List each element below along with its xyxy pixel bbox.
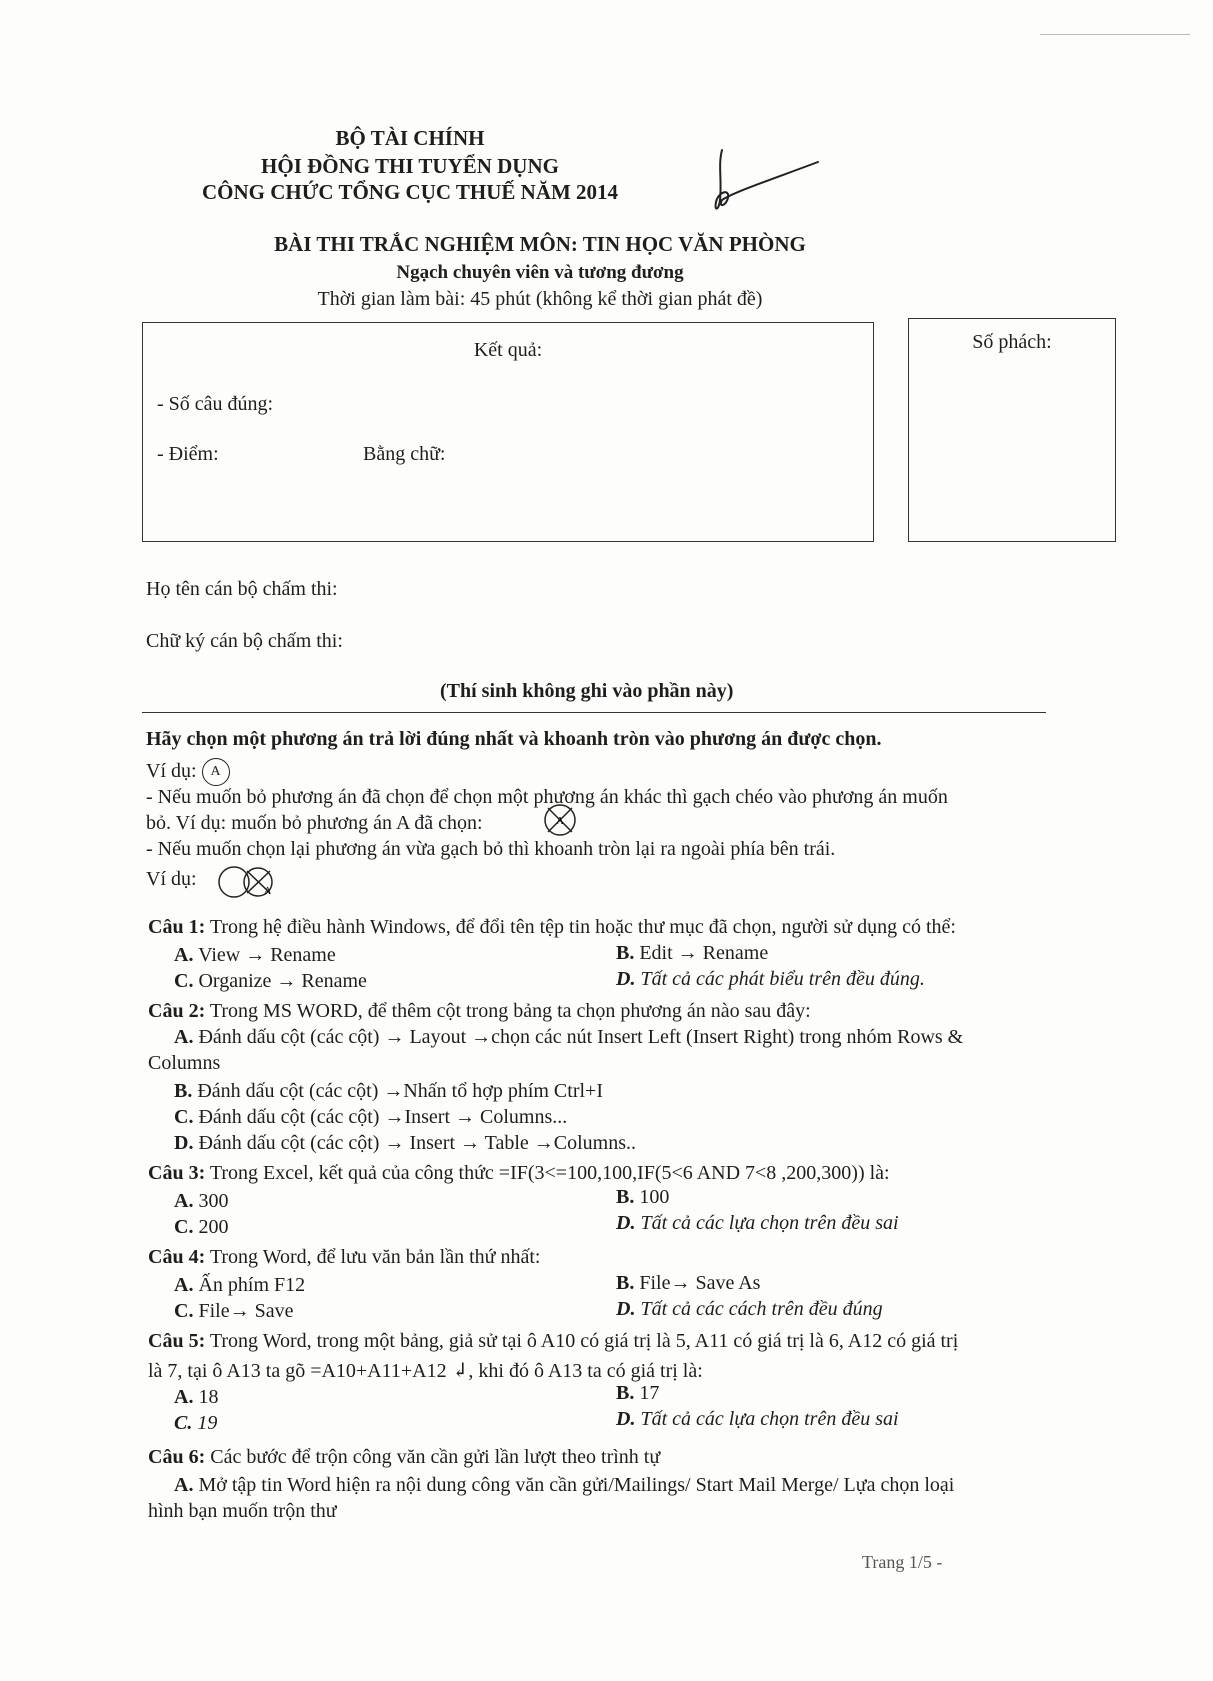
council-name: HỘI ĐỒNG THI TUYỂN DỤNG — [261, 154, 559, 178]
question-label: Câu 2: — [148, 1000, 206, 1022]
q3-option-a[interactable]: A. 300 — [174, 1190, 229, 1212]
crossed-circle-a-icon — [542, 802, 578, 838]
example-label: Ví dụ: — [146, 760, 197, 782]
svg-text:A: A — [556, 815, 564, 827]
q5-option-c[interactable]: C. 19 — [174, 1412, 218, 1434]
score-label: - Điểm: — [157, 443, 219, 465]
q5-option-d[interactable]: D. Tất cả các lựa chọn trên đều sai — [616, 1408, 899, 1430]
grader-name-label: Họ tên cán bộ chấm thi: — [146, 578, 338, 600]
test-title: BÀI THI TRẮC NGHIỆM MÔN: TIN HỌC VĂN PHÒNG — [274, 232, 806, 256]
question-text: Trong MS WORD, để thêm cột trong bảng ta chọn phương án nào sau đây: — [209, 1000, 811, 1022]
question-label: Câu 4: — [148, 1246, 206, 1268]
circled-a-icon: A — [202, 758, 230, 786]
ministry-name: BỘ TÀI CHÍNH — [335, 126, 485, 150]
question-1 — [148, 916, 956, 939]
instruction-line-3: - Nếu muốn chọn lại phương án vừa gạch bỏ thì khoanh tròn lại ra ngoài phía bên trái. — [146, 838, 836, 860]
q3-option-d[interactable]: D. Tất cả các lựa chọn trên đều sai — [616, 1212, 899, 1234]
instruction-line-1: - Nếu muốn bỏ phương án đã chọn để chọn một phương án khác thì gạch chéo vào phương án muốn — [146, 786, 948, 808]
instructions-heading: Hãy chọn một phương án trả lời đúng nhất và khoanh tròn vào phương án được chọn. — [146, 728, 882, 750]
q2-option-a-cont: Columns — [148, 1052, 221, 1074]
question-6 — [148, 1446, 660, 1469]
q1-option-b[interactable]: B. Edit → Rename — [616, 942, 769, 964]
result-box — [142, 322, 874, 542]
question-text: Các bước để trộn công văn cần gửi lần lượt theo trình tự — [210, 1446, 661, 1468]
code-label: Số phách: — [972, 331, 1052, 353]
question-5-cont: là 7, tại ô A13 ta gõ =A10+A11+A12 ↲, khi đó ô A13 ta có giá trị là: — [148, 1360, 703, 1382]
q2-option-a[interactable]: A. Đánh dấu cột (các cột) → Layout →chọn các nút Insert Left (Insert Right) trong nhóm Rows & — [174, 1026, 964, 1048]
question-text: Trong Excel, kết quả của công thức =IF(3<=100,100,IF(5<6 AND 7<8 ,200,300)) là: — [209, 1162, 890, 1184]
question-text: Trong Word, trong một bảng, giả sử tại ô A10 có giá trị là 5, A11 có giá trị là 6, A12 có giá trị — [209, 1330, 959, 1352]
q4-option-b[interactable]: B. File→ Save As — [616, 1272, 761, 1294]
no-write-note: (Thí sinh không ghi vào phần này) — [440, 680, 734, 702]
grader-signature-label: Chữ ký cán bộ chấm thi: — [146, 630, 343, 652]
question-5 — [148, 1330, 958, 1353]
q4-option-c[interactable]: C. File→ Save — [174, 1300, 294, 1322]
q5-option-b[interactable]: B. 17 — [616, 1382, 660, 1404]
q2-option-d[interactable]: D. Đánh dấu cột (các cột) → Insert → Table →Columns.. — [174, 1132, 637, 1154]
handwritten-signature — [700, 140, 830, 220]
result-title: Kết quả: — [473, 339, 543, 361]
test-subtitle: Ngạch chuyên viên và tương đương — [396, 262, 684, 283]
q6-option-a[interactable]: A. Mở tập tin Word hiện ra nội dung công văn cần gửi/Mailings/ Start Mail Merge/ Lựa chọn loại — [174, 1474, 955, 1496]
example-label-2: Ví dụ: — [146, 868, 197, 890]
question-label: Câu 5: — [148, 1330, 206, 1352]
recircled-a-icon — [212, 860, 292, 900]
code-box — [908, 318, 1116, 542]
q4-option-a[interactable]: A. Ấn phím F12 — [174, 1274, 306, 1296]
question-label: Câu 3: — [148, 1162, 206, 1184]
question-text: Trong hệ điều hành Windows, để đổi tên tệp tin hoặc thư mục đã chọn, người sử dụng có thể: — [209, 916, 956, 938]
q3-option-b[interactable]: B. 100 — [616, 1186, 670, 1208]
question-3 — [148, 1162, 890, 1185]
question-text: Trong Word, để lưu văn bản lần thứ nhất: — [209, 1246, 541, 1268]
test-time: Thời gian làm bài: 45 phút (không kể thời gian phát đề) — [317, 288, 763, 310]
q3-option-c[interactable]: C. 200 — [174, 1216, 229, 1238]
q1-option-a[interactable]: A. View → Rename — [174, 944, 336, 966]
example-1 — [146, 758, 1066, 786]
instruction-line-2-text: bỏ. Ví dụ: muốn bỏ phương án A đã chọn: — [146, 812, 483, 834]
score-words-label: Bằng chữ: — [363, 443, 446, 465]
question-label: Câu 6: — [148, 1446, 206, 1468]
svg-text:A: A — [264, 886, 272, 897]
exam-name: CÔNG CHỨC TỔNG CỤC THUẾ NĂM 2014 — [201, 180, 619, 204]
q2-option-b[interactable]: B. Đánh dấu cột (các cột) →Nhấn tổ hợp phím Ctrl+I — [174, 1080, 603, 1102]
q6-option-a-cont: hình bạn muốn trộn thư — [148, 1500, 337, 1522]
q1-option-c[interactable]: C. Organize → Rename — [174, 970, 367, 992]
instruction-line-2 — [146, 810, 1066, 836]
page-number: Trang 1/5 - — [862, 1552, 943, 1572]
q1-option-d[interactable]: D. Tất cả các phát biểu trên đều đúng. — [616, 968, 925, 990]
section-divider — [142, 712, 1046, 713]
scan-edge-line — [1040, 34, 1190, 35]
question-4 — [148, 1246, 540, 1269]
question-label: Câu 1: — [148, 916, 206, 938]
q2-option-c[interactable]: C. Đánh dấu cột (các cột) →Insert → Columns... — [174, 1106, 568, 1128]
q5-option-a[interactable]: A. 18 — [174, 1386, 219, 1408]
question-2 — [148, 1000, 811, 1023]
correct-count-label: - Số câu đúng: — [157, 393, 274, 415]
q4-option-d[interactable]: D. Tất cả các cách trên đều đúng — [616, 1298, 883, 1320]
